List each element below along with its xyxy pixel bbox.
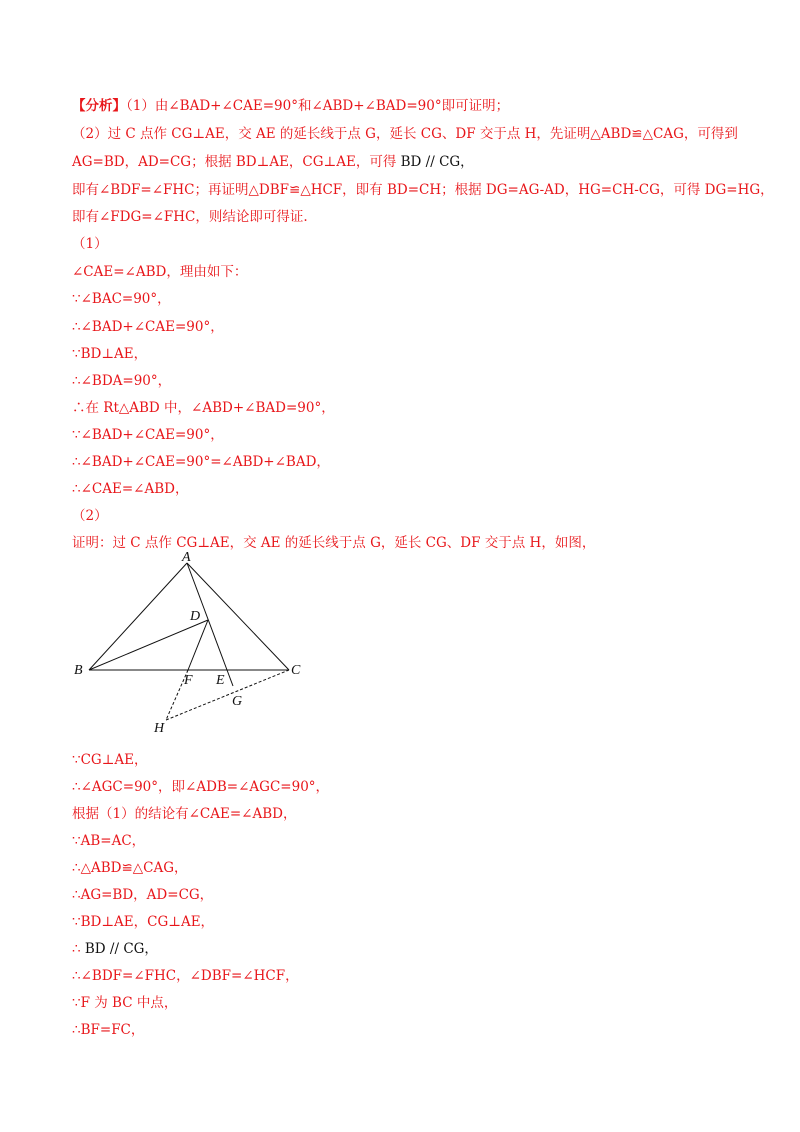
part2-label: （2） [72,508,108,524]
geometry-figure [60,548,320,738]
analysis-line-4: 即有∠BDF=∠FHC；再证明△DBF≌△HCF，即有 BD=CH；根据 DG=AG-AD，HG=CH-CG，可得 DG=HG， [72,182,774,198]
part1-step-3: ∴∠BAD+∠CAE=90°， [72,319,224,335]
label-B: B [74,663,83,678]
part1-step-9: ∴∠CAE=∠ABD， [72,481,189,497]
label-C: C [291,663,301,678]
analysis-tag: 【分析】 [72,98,126,114]
analysis-text-1: （1）由∠BAD+∠CAE=90°和∠ABD+∠BAD=90°即可证明； [126,98,510,114]
part2-intro: 证明：过 C 点作 CG⊥AE，交 AE 的延长线于点 G，延长 CG、DF 交于点 H，如图， [72,535,596,551]
analysis-line-2: （2）过 C 点作 CG⊥AE，交 AE 的延长线于点 G，延长 CG、DF 交于点 H，先证明△ABD≌△CAG，可得到 [72,126,738,142]
part2-step-9: ∴∠BDF=∠FHC，∠DBF=∠HCF， [72,968,299,984]
analysis-line-3 [72,152,474,172]
analysis-parallel-formula: BD // CG， [400,154,474,170]
segment-AC [187,563,289,670]
part2-step-5: ∴△ABD≌△CAG， [72,860,188,876]
part1-step-1: ∠CAE=∠ABD，理由如下： [72,264,248,280]
part2-step-1: ∵CG⊥AE， [72,752,148,768]
part1-step-2: ∵∠BAC=90°， [72,291,171,307]
segment-AB [89,563,187,670]
part1-step-7: ∵∠BAD+∠CAE=90°， [72,427,224,443]
part2-step-10: ∵F 为 BC 中点， [72,995,178,1011]
label-H: H [154,721,165,736]
label-A: A [182,550,191,565]
segment-AG [187,563,233,686]
part2-step-3: 根据（1）的结论有∠CAE=∠ABD， [72,806,297,822]
part1-step-8: ∴∠BAD+∠CAE=90°=∠ABD+∠BAD， [72,454,330,470]
part1-label: （1） [72,236,108,252]
label-E: E [216,673,225,688]
part2-step-7: ∵BD⊥AE，CG⊥AE， [72,914,215,930]
parallel-formula: BD // CG， [84,941,158,957]
analysis-text-3a: AG=BD，AD=CG；根据 BD⊥AE，CG⊥AE，可得 [72,154,401,170]
part2-step-11: ∴BF=FC， [72,1022,145,1038]
part1-step-5: ∴∠BDA=90°， [72,373,172,389]
therefore-symbol: ∴ [72,941,85,957]
part1-step-4: ∵BD⊥AE， [72,346,148,362]
part2-step-4: ∵AB=AC， [72,833,146,849]
segment-BD [89,620,208,670]
part2-step-8 [72,939,158,959]
analysis-line-1 [72,96,509,116]
label-G: G [232,694,243,709]
part2-step-6: ∴AG=BD，AD=CG， [72,887,214,903]
analysis-line-5: 即有∠FDG=∠FHC，则结论即可得证. [72,209,308,225]
label-D: D [190,609,201,624]
part1-step-6: ∴在 Rt△ABD 中，∠ABD+∠BAD=90°， [72,400,335,416]
part2-step-2: ∴∠AGC=90°，即∠ADB=∠AGC=90°， [72,779,330,795]
label-F: F [184,673,193,688]
